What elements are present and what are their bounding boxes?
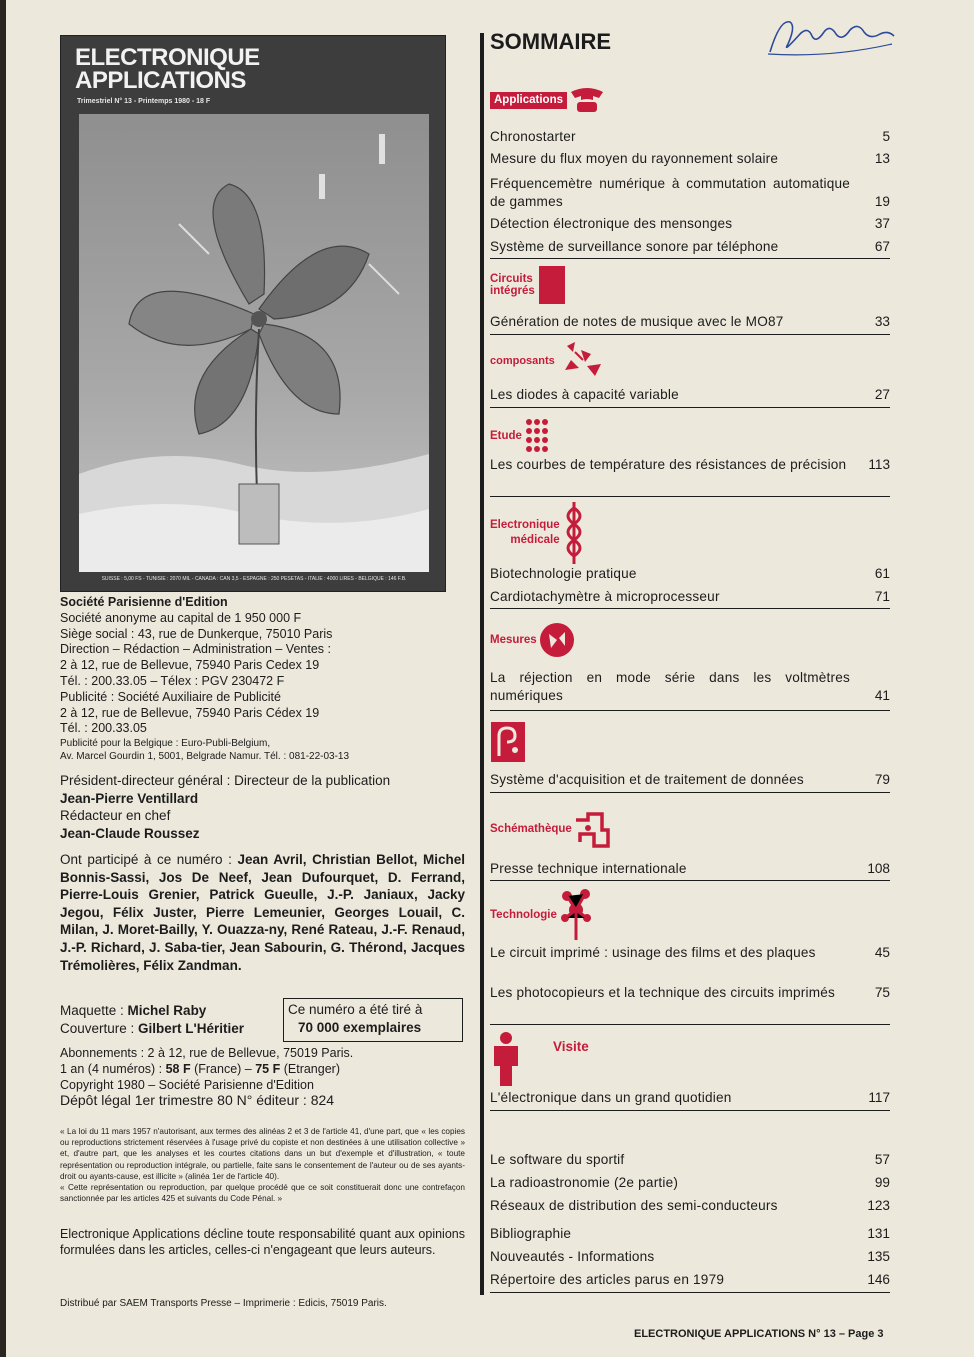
toc-entry: Presse technique internationale 108 [490, 861, 890, 876]
toc-entry: Génération de notes de musique avec le MO87 33 [490, 314, 890, 329]
data-acquisition-icon [491, 722, 525, 762]
contributors-names: Jean Avril, Christian Bellot, Michel Bonnis-Sassi, Jos De Neef, Jean Dufourquet, D. Ferrand, Pierre-Louis Grenier, Patrick Gueulle, J.-P. Janiaux, Jacky Jegou, Félix Juster, Pierre Lemeunier, Georges Louail, C. Milan, J. Moret-Bailly, Y. Ouazza-ny, René Rateau, J.-F. Renaud, J.-P. Richard, J. Saba-tier, Jean Sabourin, G. Thérond, Jacques Trémolières, Félix Zandman. [60, 852, 465, 973]
cover-price-strip: SUISSE : 5,00 FS - TUNISIE : 2070 MIL - CANADA : CAN 3,5 - ESPAGNE : 250 PESETAS - ITALIE : 4000 LIRES - BELGIQUE : 146 F.B. [101, 576, 407, 582]
rubric-label: Electronique médicale [490, 519, 560, 546]
contributors-paragraph [60, 851, 465, 974]
rubric-label: Applications [490, 92, 567, 109]
section-rule [490, 258, 890, 259]
rubric-label: Circuits intégrés [490, 273, 535, 297]
toc-entry: Système de surveillance sonore par téléphone 67 [490, 239, 890, 254]
section-rule [490, 710, 890, 711]
credits-block [60, 772, 470, 842]
imprint-line: Siège social : 43, rue de Dunkerque, 75010 Paris [60, 626, 333, 641]
molecule-icon [559, 888, 593, 942]
toc-entry: Les photocopieurs et la technique des circuits imprimés 75 [490, 985, 890, 1000]
toc-entry: Détection électronique des mensonges 37 [490, 216, 890, 231]
rubric-etude [490, 418, 550, 454]
toc-entry: La réjection en mode série dans les voltmètres numériques 41 [490, 670, 890, 703]
publisher-name: Société Parisienne d'Edition [60, 595, 228, 609]
person-icon [492, 1032, 520, 1086]
section-rule [490, 407, 890, 408]
toc-entry: Bibliographie 131 [490, 1226, 890, 1241]
print-run-label: Ce numéro a été tiré à [288, 1002, 423, 1017]
section-rule [490, 1292, 890, 1293]
imprint-line: Tél. : 200.33.05 – Télex : PGV 230472 F [60, 673, 285, 688]
toc-entry: Chronostarter 5 [490, 129, 890, 144]
rubric-label: Schémathèque [490, 822, 572, 835]
toc-entry: Mesure du flux moyen du rayonnement solaire 13 [490, 151, 890, 166]
toc-entry: Les courbes de température des résistances de précision 113 [490, 457, 890, 472]
couverture-label: Couverture : [60, 1020, 139, 1036]
maquette-label: Maquette : [60, 1003, 128, 1018]
belgium-line: Av. Marcel Gourdin 1, 5001, Belgrade Namur. Tél. : 081-22-03-13 [60, 751, 350, 763]
rubric-schematheque [490, 810, 610, 848]
rubric-label: Mesures [490, 633, 537, 646]
rubric-label: composants [490, 354, 555, 367]
rubric-circuits-integres [490, 266, 567, 304]
cover-flower-illustration [79, 114, 429, 572]
page-footer: ELECTRONIQUE APPLICATIONS N° 13 – Page 3 [634, 1328, 884, 1340]
components-icon [557, 340, 605, 382]
telephone-icon [569, 86, 605, 114]
belgium-line: Publicité pour la Belgique : Euro-Publi-Belgium, [60, 738, 271, 750]
imprint-block [60, 595, 465, 763]
section-rule [490, 334, 890, 335]
contributors-label: Ont participé à ce numéro : [60, 852, 238, 867]
subscription-prices: 1 an (4 numéros) : 58 F (France) – 75 F (Etranger) [60, 1061, 340, 1076]
rubric-composants [490, 340, 605, 382]
legal-paragraph: « Cette représentation ou reproduction, par quelque procédé que ce soit constituerait donc une contrefaçon sanctionnée par les articles 425 et suivants du Code Pénal. » [60, 1183, 465, 1204]
toc-entry: Les diodes à capacité variable 27 [490, 387, 890, 402]
section-rule [490, 1024, 890, 1025]
rubric-mesures [490, 622, 575, 658]
couverture-name: Gilbert L'Héritier [138, 1020, 245, 1036]
print-run-box [283, 998, 463, 1042]
page-title: SOMMAIRE [490, 29, 611, 54]
imprint-line: 2 à 12, rue de Bellevue, 75940 Paris Cédex 19 [60, 705, 320, 720]
imprint-line: Société anonyme au capital de 1 950 000 F [60, 610, 302, 625]
toc-entry: Fréquencemètre numérique à commutation automatique de gammes 19 [490, 176, 890, 209]
section-rule [490, 496, 890, 497]
rubric-label: Etude [490, 429, 522, 442]
toc-entry: Système d'acquisition et de traitement de données 79 [490, 772, 890, 787]
redacteur-name: Jean-Claude Roussez [60, 825, 200, 841]
toc-entry: Cardiotachymètre à microprocesseur 71 [490, 589, 890, 604]
circuit-schematic-icon [574, 810, 610, 848]
toc-entry: La radioastronomie (2e partie) 99 [490, 1175, 890, 1190]
page-binding-edge [0, 0, 6, 1357]
distribution-line: Distribué par SAEM Transports Presse – Imprimerie : Edicis, 75019 Paris. [60, 1298, 387, 1309]
layout-credits [60, 1002, 280, 1037]
redacteur-label: Rédacteur en chef [60, 808, 171, 824]
column-divider [480, 33, 484, 1295]
rubric-label: Technologie [490, 908, 557, 921]
meter-dial-icon [539, 622, 575, 658]
toc-entry: Répertoire des articles parus en 1979 146 [490, 1272, 890, 1287]
handwritten-signature [760, 14, 900, 60]
toc-entry: Réseaux de distribution des semi-conducteurs 123 [490, 1198, 890, 1213]
section-rule [490, 608, 890, 609]
caduceus-icon [562, 502, 586, 564]
legal-paragraph: « La loi du 11 mars 1957 n'autorisant, aux termes des alinéas 2 et 3 de l'article 41, d'une part, que « les copies ou reproductions strictement réservées à l'usage privé du copiste et non destinées à une utilisation collective » et, d'autre part, que les analyses et les courtes citations dans un but d'exemple et d'illustration, « toute représentation ou reproduction intégrale, ou partielle, faite sans le consentement de l'auteur ou de ses ayants-droit ou ayants-cause, est illicite » (alinéa 1er de l'article 40). [60, 1127, 465, 1181]
toc-entry: Biotechnologie pratique 61 [490, 566, 890, 581]
section-rule [490, 880, 890, 881]
chip-icon [537, 266, 567, 304]
imprint-line: Tél. : 200.33.05 [60, 721, 147, 736]
dot-grid-icon [524, 418, 550, 454]
section-rule [490, 792, 890, 793]
rubric-applications [490, 86, 605, 114]
copyright-line: Copyright 1980 – Société Parisienne d'Edition [60, 1077, 314, 1092]
rubric-electronique-medicale [490, 502, 586, 564]
imprint-line: Publicité : Société Auxiliaire de Publicité [60, 689, 281, 704]
toc-entry: Le software du sportif 57 [490, 1152, 890, 1167]
president-label: Président-directeur général : Directeur de la publication [60, 773, 391, 788]
rubric-technologie [490, 888, 593, 942]
toc-entry: Le circuit imprimé : usinage des films et des plaques 45 [490, 945, 890, 960]
cover-subtitle: Trimestriel N° 13 - Printemps 1980 - 18 F [77, 98, 211, 105]
imprint-line: 2 à 12, rue de Bellevue, 75940 Paris Cedex 19 [60, 658, 320, 673]
cover-title: ELECTRONIQUE APPLICATIONS [75, 44, 260, 94]
imprint-line: Direction – Rédaction – Administration – Ventes : [60, 642, 331, 657]
toc-entry: Nouveautés - Informations 135 [490, 1249, 890, 1264]
maquette-name: Michel Raby [127, 1003, 207, 1018]
legal-deposit-line: Dépôt légal 1er trimestre 80 N° éditeur : 824 [60, 1092, 335, 1109]
subscription-block [60, 1046, 470, 1109]
disclaimer-paragraph: Electronique Applications décline toute responsabilité quant aux opinions formulées dans les articles, celles-ci n'engageant que leurs auteurs. [60, 1227, 465, 1257]
rubric-visite-label: Visite [553, 1039, 589, 1054]
subscription-address: Abonnements : 2 à 12, rue de Bellevue, 75019 Paris. [60, 1046, 354, 1060]
magazine-cover [60, 35, 446, 592]
president-name: Jean-Pierre Ventillard [60, 790, 199, 806]
toc-entry: L'électronique dans un grand quotidien 117 [490, 1090, 890, 1105]
print-run-count: 70 000 exemplaires [298, 1020, 422, 1035]
section-rule [490, 1110, 890, 1111]
legal-notice [60, 1126, 465, 1204]
